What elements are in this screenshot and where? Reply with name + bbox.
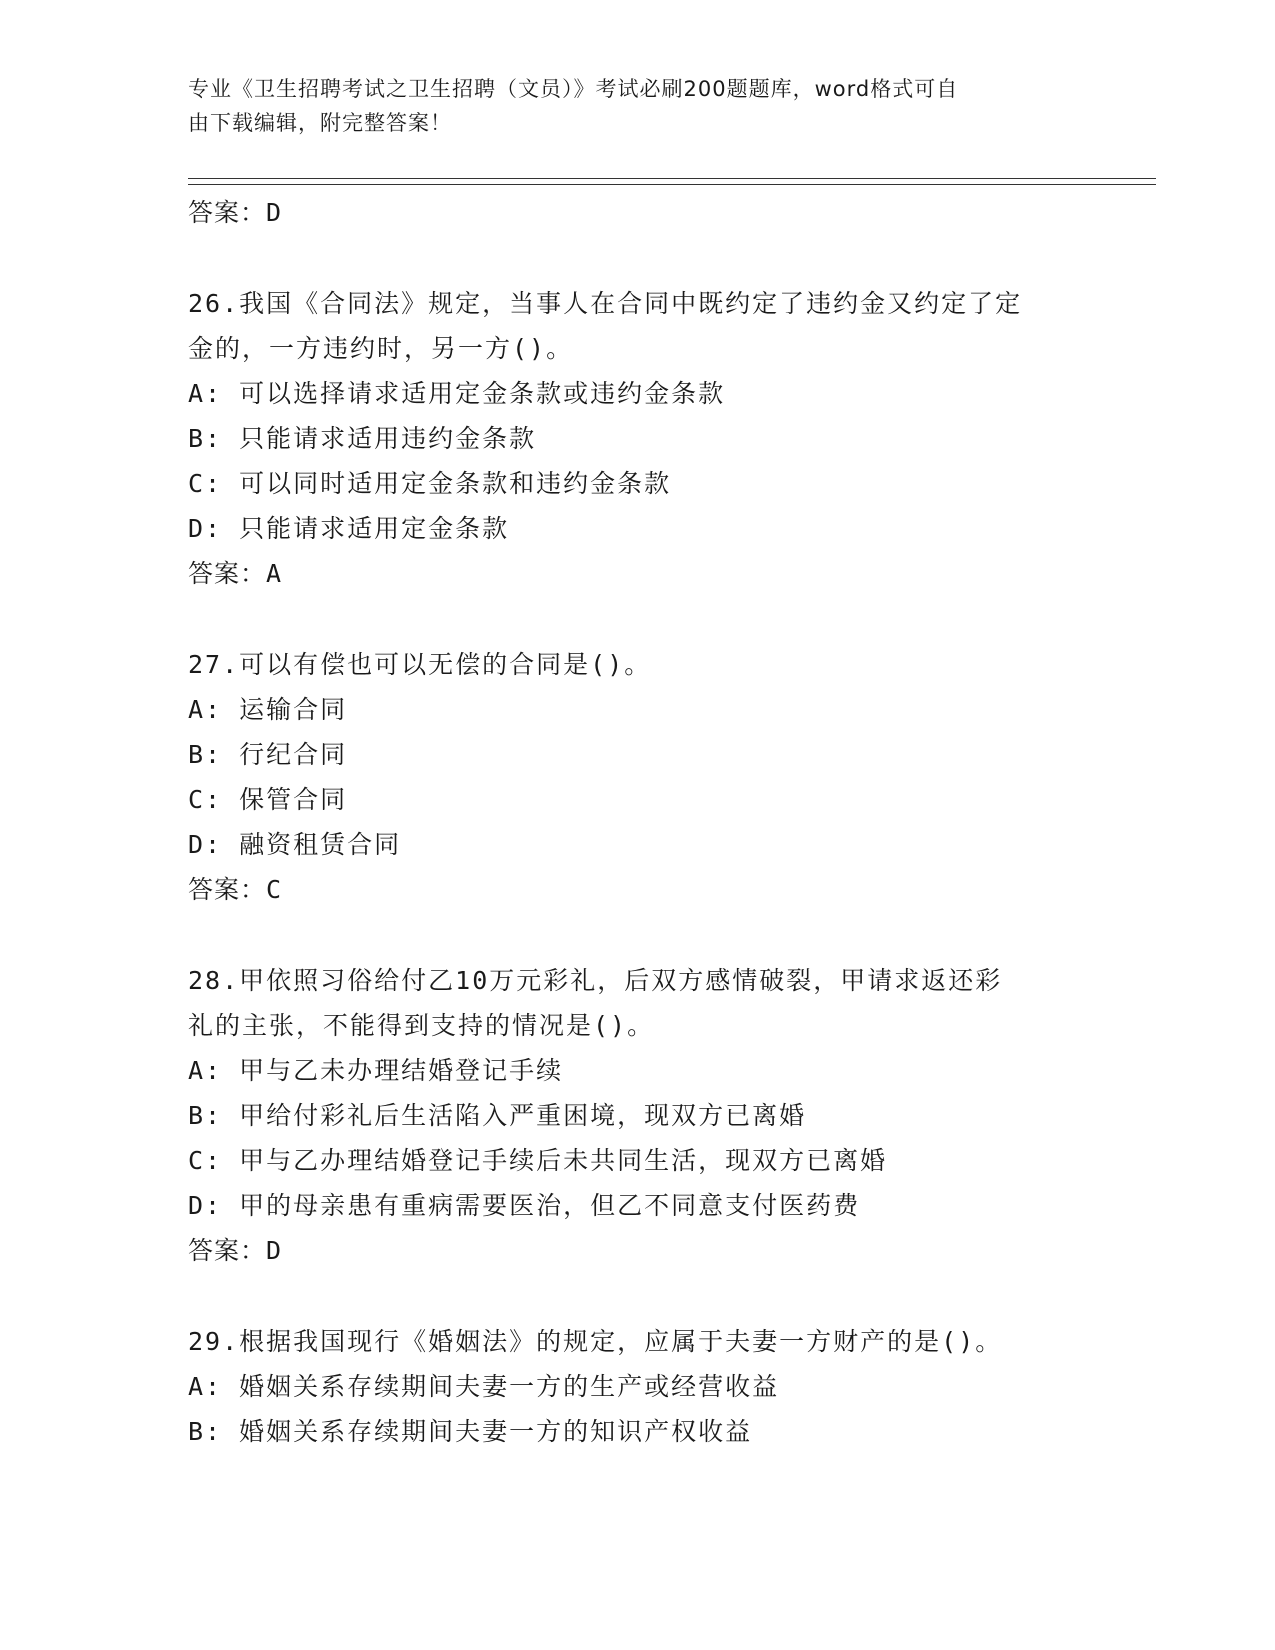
option-c: C: 甲与乙办理结婚登记手续后未共同生活，现双方已离婚 — [188, 1146, 888, 1175]
spacer — [188, 1273, 1088, 1319]
spacer — [188, 596, 1088, 642]
header-divider-top — [188, 178, 1156, 179]
option-d: D: 甲的母亲患有重病需要医治，但乙不同意支付医药费 — [188, 1191, 861, 1220]
header-line-2: 由下载编辑，附完整答案！ — [188, 111, 452, 135]
answer-line — [188, 867, 1088, 912]
answer-label: 答案： — [188, 1236, 267, 1265]
spacer — [188, 912, 1088, 958]
option-a: A: 甲与乙未办理结婚登记手续 — [188, 1056, 564, 1085]
question-stem-continued: 金的，一方违约时，另一方()。 — [188, 334, 574, 363]
answer-value: C — [266, 875, 283, 904]
option-b: B: 行纪合同 — [188, 740, 348, 769]
answer-line — [188, 1228, 1088, 1273]
answer-value: D — [266, 198, 283, 227]
option-c: C: 可以同时适用定金条款和违约金条款 — [188, 469, 672, 498]
answer-label: 答案： — [188, 875, 267, 904]
question-stem: 26.我国《合同法》规定，当事人在合同中既约定了违约金又约定了定 — [188, 289, 1023, 318]
question-stem: 29.根据我国现行《婚姻法》的规定，应属于夫妻一方财产的是()。 — [188, 1327, 1003, 1356]
option-b: B: 甲给付彩礼后生活陷入严重困境，现双方已离婚 — [188, 1101, 807, 1130]
answer-value: D — [266, 1236, 283, 1265]
question-stem: 28.甲依照习俗给付乙10万元彩礼，后双方感情破裂，甲请求返还彩 — [188, 966, 1003, 995]
question-block — [188, 958, 1088, 1273]
question-stem: 27.可以有偿也可以无偿的合同是()。 — [188, 650, 652, 679]
answer-line — [188, 190, 1088, 235]
option-d: D: 只能请求适用定金条款 — [188, 514, 510, 543]
answer-value: A — [266, 559, 283, 588]
question-block — [188, 281, 1088, 596]
option-c: C: 保管合同 — [188, 785, 348, 814]
answer-label: 答案： — [188, 198, 267, 227]
option-b: B: 只能请求适用违约金条款 — [188, 424, 537, 453]
header-divider-bottom — [188, 184, 1156, 185]
document-header — [188, 72, 1068, 140]
question-stem-continued: 礼的主张，不能得到支持的情况是()。 — [188, 1011, 655, 1040]
question-block — [188, 642, 1088, 912]
question-list — [188, 190, 1088, 1454]
spacer — [188, 235, 1088, 281]
option-b: B: 婚姻关系存续期间夫妻一方的知识产权收益 — [188, 1417, 753, 1446]
option-a: A: 婚姻关系存续期间夫妻一方的生产或经营收益 — [188, 1372, 780, 1401]
question-block — [188, 1319, 1088, 1454]
header-line-1: 专业《卫生招聘考试之卫生招聘（文员）》考试必刷200题题库，word格式可自 — [188, 77, 959, 101]
answer-line — [188, 551, 1088, 596]
option-a: A: 可以选择请求适用定金条款或违约金条款 — [188, 379, 726, 408]
answer-label: 答案： — [188, 559, 267, 588]
option-d: D: 融资租赁合同 — [188, 830, 402, 859]
option-a: A: 运输合同 — [188, 695, 348, 724]
